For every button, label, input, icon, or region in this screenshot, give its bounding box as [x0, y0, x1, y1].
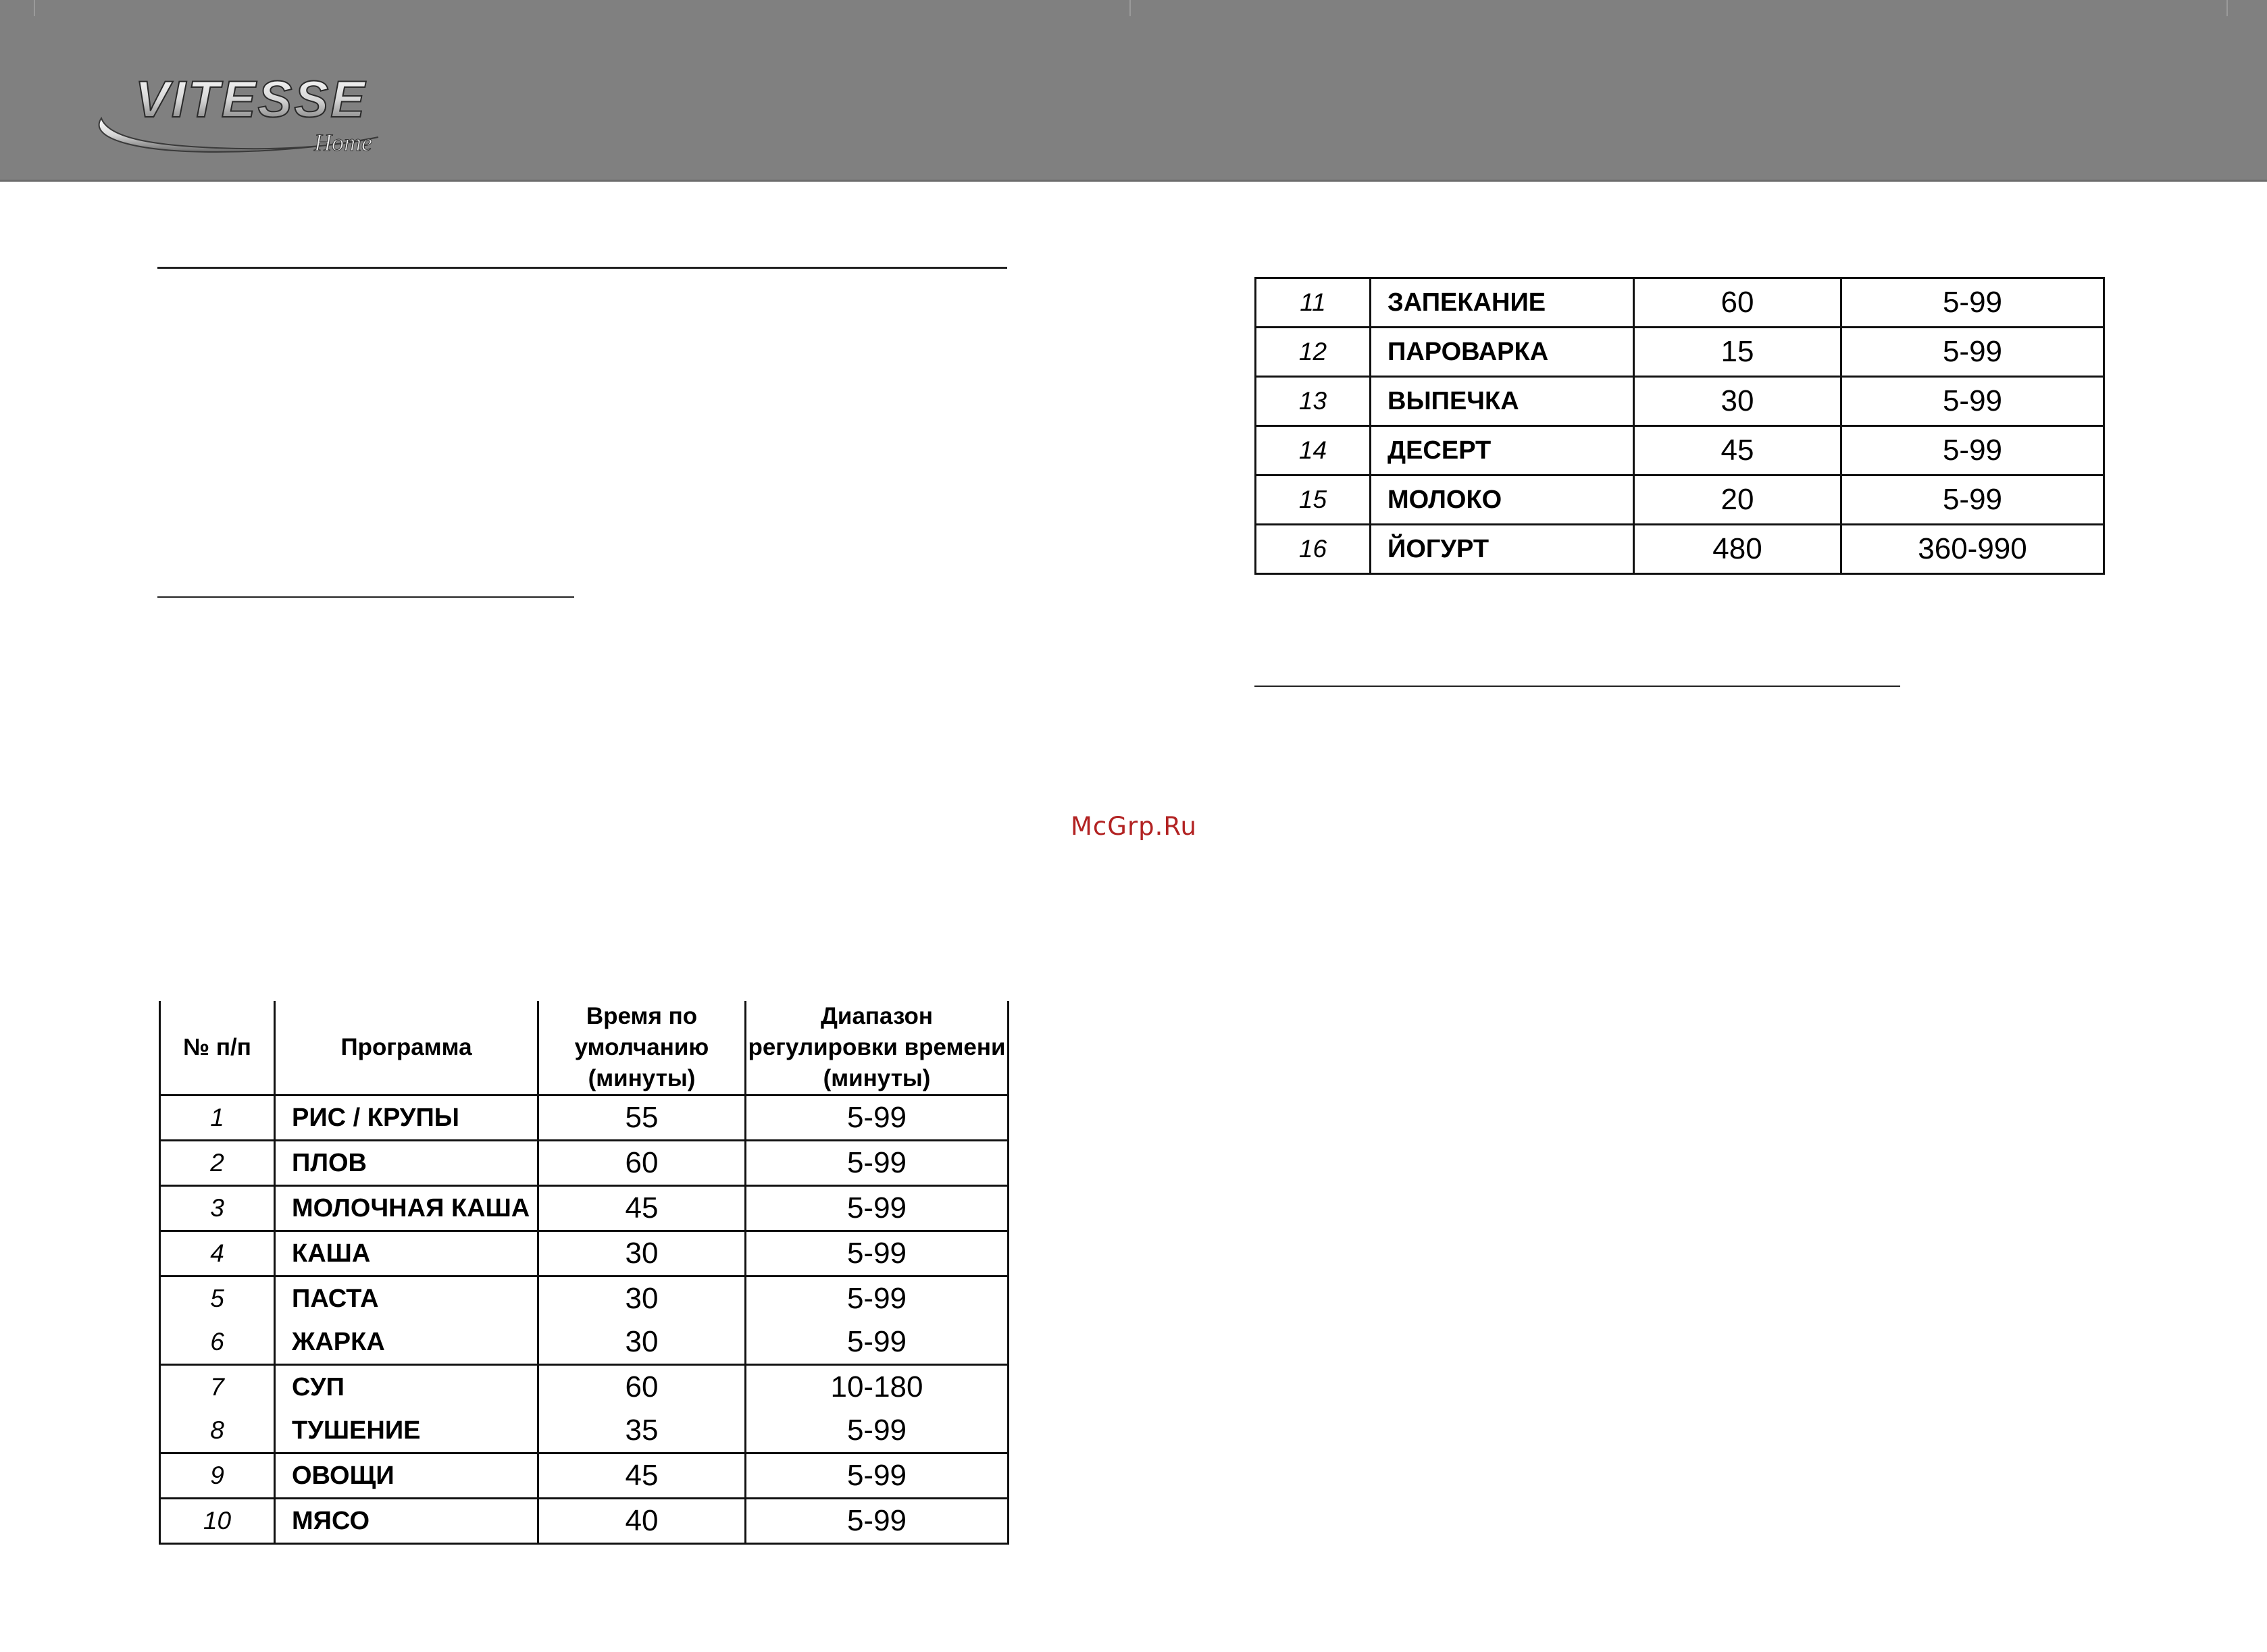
column-header-program: Программа [275, 1001, 538, 1095]
default-time: 45 [538, 1186, 746, 1231]
time-range: 5-99 [746, 1186, 1009, 1231]
time-range: 5-99 [746, 1276, 1009, 1321]
header-divider [34, 0, 35, 16]
time-range: 360-990 [1841, 525, 2104, 574]
program-name: ПАСТА [275, 1276, 538, 1321]
row-number: 13 [1256, 377, 1371, 426]
time-range: 5-99 [746, 1095, 1009, 1141]
row-number: 16 [1256, 525, 1371, 574]
time-range: 5-99 [1841, 278, 2104, 328]
table-row [1256, 426, 2104, 475]
table-row [160, 1320, 1009, 1365]
time-range: 5-99 [746, 1453, 1009, 1499]
row-number: 1 [160, 1095, 275, 1141]
table-row [1256, 377, 2104, 426]
program-table-left [159, 1001, 1009, 1545]
time-range: 5-99 [1841, 426, 2104, 475]
table-row [1256, 328, 2104, 377]
time-range: 5-99 [746, 1499, 1009, 1544]
default-time: 30 [538, 1231, 746, 1276]
table-row [160, 1276, 1009, 1321]
program-name: ПАРОВАРКА [1371, 328, 1634, 377]
default-time: 20 [1634, 475, 1841, 525]
time-range: 10-180 [746, 1365, 1009, 1410]
column-header-time-range: Диапазон регулировки времени (минуты) [746, 1001, 1009, 1095]
table-row [160, 1141, 1009, 1186]
svg-text:Home: Home [314, 129, 372, 156]
row-number: 3 [160, 1186, 275, 1231]
program-name: ВЫПЕЧКА [1371, 377, 1634, 426]
row-number: 7 [160, 1365, 275, 1410]
default-time: 35 [538, 1409, 746, 1453]
watermark-text: McGrp.Ru [1071, 812, 1197, 841]
table-row [160, 1231, 1009, 1276]
program-name: МОЛОЧНАЯ КАША [275, 1186, 538, 1231]
default-time: 30 [538, 1276, 746, 1321]
default-time: 60 [538, 1365, 746, 1410]
table-row [1256, 475, 2104, 525]
row-number: 4 [160, 1231, 275, 1276]
row-number: 15 [1256, 475, 1371, 525]
time-range: 5-99 [1841, 377, 2104, 426]
row-number: 14 [1256, 426, 1371, 475]
time-range: 5-99 [746, 1231, 1009, 1276]
time-range: 5-99 [746, 1141, 1009, 1186]
program-name: МЯСО [275, 1499, 538, 1544]
program-name: ЙОГУРТ [1371, 525, 1634, 574]
section-rule [1254, 686, 1900, 687]
program-name: КАША [275, 1231, 538, 1276]
header-divider [2226, 0, 2228, 16]
program-name: ТУШЕНИЕ [275, 1409, 538, 1453]
vitesse-logo [81, 64, 419, 165]
program-name: МОЛОКО [1371, 475, 1634, 525]
default-time: 60 [538, 1141, 746, 1186]
program-name: ЗАПЕКАНИЕ [1371, 278, 1634, 328]
time-range: 5-99 [746, 1320, 1009, 1365]
program-table-right [1254, 277, 2105, 575]
row-number: 9 [160, 1453, 275, 1499]
table-row [160, 1186, 1009, 1231]
column-header-default-time: Время по умолчанию (минуты) [538, 1001, 746, 1095]
program-name: СУП [275, 1365, 538, 1410]
default-time: 40 [538, 1499, 746, 1544]
table-row [160, 1095, 1009, 1141]
row-number: 11 [1256, 278, 1371, 328]
program-name: ОВОЩИ [275, 1453, 538, 1499]
section-rule [157, 267, 1007, 269]
section-rule [157, 596, 574, 598]
time-range: 5-99 [1841, 475, 2104, 525]
table-row [1256, 525, 2104, 574]
row-number: 5 [160, 1276, 275, 1321]
table-row [160, 1453, 1009, 1499]
program-name: ЖАРКА [275, 1320, 538, 1365]
default-time: 45 [1634, 426, 1841, 475]
row-number: 12 [1256, 328, 1371, 377]
table-row [160, 1409, 1009, 1453]
default-time: 30 [538, 1320, 746, 1365]
time-range: 5-99 [746, 1409, 1009, 1453]
row-number: 2 [160, 1141, 275, 1186]
table-row [1256, 278, 2104, 328]
row-number: 6 [160, 1320, 275, 1365]
time-range: 5-99 [1841, 328, 2104, 377]
svg-text:VITESSE: VITESSE [135, 71, 365, 128]
column-header-number: № п/п [160, 1001, 275, 1095]
default-time: 30 [1634, 377, 1841, 426]
header-divider [1129, 0, 1131, 16]
default-time: 15 [1634, 328, 1841, 377]
program-name: ПЛОВ [275, 1141, 538, 1186]
program-name: ДЕСЕРТ [1371, 426, 1634, 475]
row-number: 10 [160, 1499, 275, 1544]
default-time: 60 [1634, 278, 1841, 328]
header-bar [0, 0, 2267, 182]
table-row [160, 1499, 1009, 1544]
default-time: 480 [1634, 525, 1841, 574]
row-number: 8 [160, 1409, 275, 1453]
default-time: 45 [538, 1453, 746, 1499]
program-name: РИС / КРУПЫ [275, 1095, 538, 1141]
table-row [160, 1365, 1009, 1410]
default-time: 55 [538, 1095, 746, 1141]
